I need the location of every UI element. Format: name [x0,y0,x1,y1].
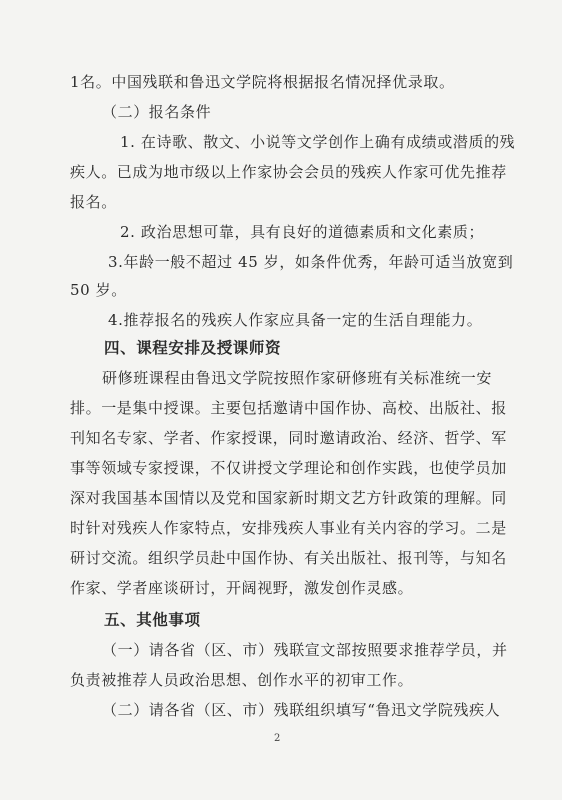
section-heading-curriculum: 四、课程安排及授课师资 [104,339,282,357]
text-line-18: 作家、学者座谈研讨，开阔视野，激发创作灵感。 [70,579,414,597]
section-heading-other-matters: 五、其他事项 [104,611,201,629]
text-line-4: 疾人。已成为地市级以上作家协会会员的残疾人作家可优先推荐 [70,163,507,181]
text-line-11: 研修班课程由鲁迅文学院按照作家研修班有关标准统一安 [102,369,493,387]
text-line-5: 报名。 [70,193,117,211]
text-line-3: 1. 在诗歌、散文、小说等文学创作上确有成绩或潜质的残 [120,133,516,151]
text-line-22: （二）请各省（区、市）残联组织填写“鲁迅文学院残疾人 [102,701,501,719]
text-line-17: 研讨交流。组织学员赴中国作协、有关出版社、报刊等，与知名 [70,549,507,567]
text-line-21: 负责被推荐人员政治思想、创作水平的初审工作。 [70,671,414,689]
text-line-9: 4.推荐报名的残疾人作家应具备一定的生活自理能力。 [108,311,483,329]
text-line-8: 50 岁。 [70,281,127,299]
text-line-14: 事等领域专家授课，不仅讲授文学理论和创作实践，也使学员加 [70,459,507,477]
text-line-15: 深对我国基本国情以及党和国家新时期文艺方针政策的理解。同 [70,489,507,507]
page-number: 2 [274,733,281,744]
text-line-7: 3.年龄一般不超过 45 岁，如条件优秀，年龄可适当放宽到 [108,253,514,271]
text-line-12: 排。一是集中授课。主要包括邀请中国作协、高校、出版社、报 [70,399,507,417]
text-line-6: 2. 政治思想可靠，具有良好的道德素质和文化素质； [120,223,485,241]
text-line-1: 1名。中国残联和鲁迅文学院将根据报名情况择优录取。 [70,73,455,91]
text-line-13: 刊知名专家、学者、作家授课，同时邀请政治、经济、哲学、军 [70,429,507,447]
text-line-20: （一）请各省（区、市）残联宣文部按照要求推荐学员，并 [102,641,508,659]
text-line-16: 时针对残疾人作家特点，安排残疾人事业有关内容的学习。二是 [70,519,507,537]
section-heading-registration-conditions: （二）报名条件 [102,103,212,121]
